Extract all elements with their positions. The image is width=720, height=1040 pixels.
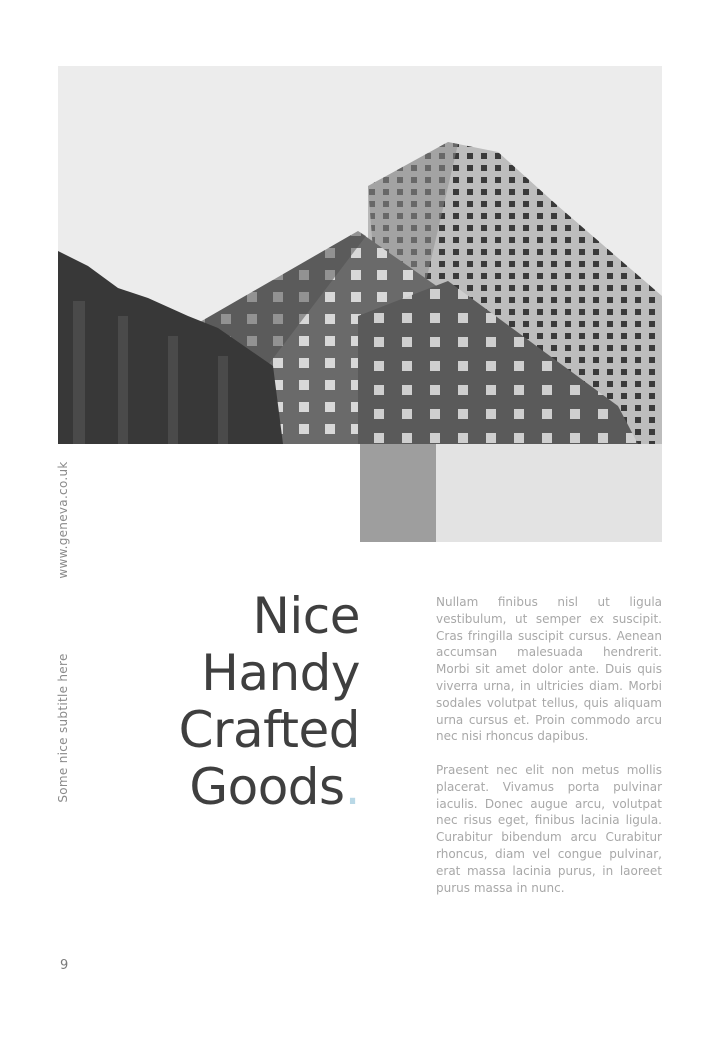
building-photo [58, 66, 662, 444]
title-line-2: Handy [201, 644, 360, 702]
side-subtitle: Some nice subtitle here [56, 653, 70, 803]
title-line-4-text: Goods [189, 758, 345, 816]
body-paragraph-1: Nullam finibus nisl ut ligula vestibulum, ut semper ex suscipit. Cras fringilla suscipit cursus. Aenean accumsan malesuada hendrerit. Morbi sit amet dolor ante. Duis quis viverra urna, in ultricies diam. Morbi sodales volutpat tellus, quis aliquam urna cursus et. Proin commodo arcu nec nisi rhoncus dapibus. [436, 595, 662, 744]
website-url: www.geneva.co.uk [56, 461, 70, 579]
title-line-3: Crafted [178, 701, 360, 759]
page-number: 9 [60, 958, 69, 973]
page-title [120, 588, 360, 816]
title-line-1: Nice [252, 587, 360, 645]
accent-block-light [436, 444, 662, 542]
title-accent-dot: . [344, 758, 360, 816]
body-paragraph-2: Praesent nec elit non metus mollis placerat. Vivamus porta pulvinar iaculis. Donec augue arcu, volutpat nec risus eget, finibus lacinia ligula. Curabitur bibendum arcu Curabitur rhoncus, diam vel congue pulvinar, erat massa lacinia purus, in laoreet purus massa in nunc. [436, 763, 662, 895]
title-line-4 [120, 759, 360, 816]
accent-block-dark [360, 444, 436, 542]
